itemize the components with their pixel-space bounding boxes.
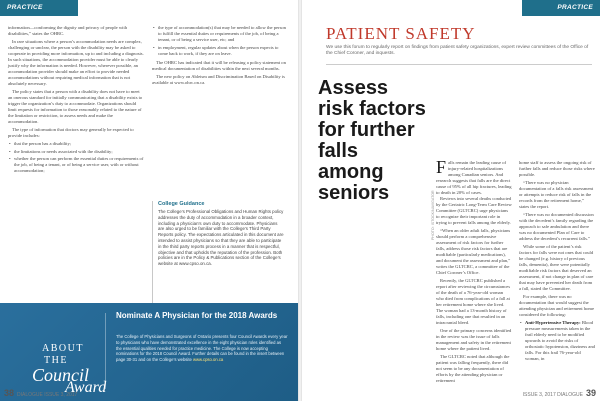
paragraph: The type of information that doctors may generally be expected to provide includes: — [8, 127, 134, 138]
list-item: • in employment, regular updates about when the person expects to come back to work, if they are on leave. — [158, 45, 288, 57]
section-description: We use this forum to regularly report on findings from patient safety organizations, expert review committees of the Office of the Chief Coroner, and inquests. — [326, 45, 589, 56]
accommodation-list — [152, 25, 288, 57]
paragraph: The OHRC has indicated that it will be releasing a policy statement on medical documentation of disabilities within the next several months. — [152, 59, 286, 71]
left-page — [0, 0, 299, 401]
publication-line: DIALOGUE ISSUE 3, 2017 — [17, 392, 78, 398]
folio-left — [4, 388, 77, 398]
list-item: • the type of accommodation(s) that may be needed to allow the person to fulfill the essential duties or requirements of the job, of being a tenant, or of being a service user, etc; and — [158, 25, 288, 43]
page-spine — [298, 0, 302, 401]
folio-right — [523, 388, 596, 398]
award-text — [116, 334, 288, 363]
paragraph — [436, 157, 512, 196]
paragraph: Reviews into several deaths conducted by the Geriatric Long-Term Care Review Committee (GLTCRC) urge physicians to recognize their important role in trying to prevent falls among the elderly. — [436, 196, 512, 225]
section-tab-right: PRACTICE PARTNER — [522, 0, 600, 16]
sidebar-text: The College’s Professional Obligations and Human Rights policy addresses the duty of accommodation in a broader context, including a physician’s own duty to accommodate. Physicians are also urged to be familiar with the College’s Third Party Reports policy. The expectations articulated in this document are intended to assist physicians so that they are able to participate in the third party reports process in a manner that is respectful, objective and that upholds the reputation of the profession. Both policies are in the Policy & Publications section of the College’s website at www.cpso.on.ca. — [158, 209, 284, 267]
sidebar-title: College Guidance — [158, 201, 205, 207]
paragraph: Recently, the GLTCRC published a report after reviewing the circumstances of the death of a 76-year-old woman who died from complications of a fall at her retirement home where she lived. The woman had a 13-month history of falls, including one that resulted in an intracranial bleed. — [436, 278, 510, 325]
paragraph: In rare situations where a person’s accommodation needs are complex, challenging or unclear, the person with the disability may be asked to cooperate in providing more information, up to and including a diagnosis. In such situations, the accommodation provider must be able to clearly justify why the information is needed. However, wherever possible, an accommodation provider should make an effort to provide needed accommodations without requiring medical information that is not absolutely necessary. — [8, 39, 144, 86]
right-column-1 — [436, 157, 512, 198]
paragraph: information—conforming the dignity and privacy of people with disabilities,” states the OHRC. — [8, 25, 128, 36]
photo-credit: PHOTO: ISTOCK/NAVIGATOR — [431, 190, 435, 240]
lead-text: alls remain the leading cause of injury-related hospitalizations among Canadian seniors. And research suggests that falls are the direct cause of 95% of all hip fractures, leading to death in 20% of cases. — [436, 160, 512, 195]
paragraph: “When an older adult falls, physicians should perform a comprehensive assessment of risk factors for further falls, address those risk factors that are modifiable (particularly medications), and document the assessment and plan,” writes the GLTCRC, a committee of the Chief Coroner’s Office. — [436, 228, 511, 275]
logo-about: ABOUT — [42, 343, 84, 354]
list-item: • the limitations or needs associated with the disability; — [14, 149, 144, 155]
section-title: PATIENT SAFETY — [326, 24, 476, 43]
paragraph: The GLTCRC noted that although the patient was falling frequently, there did not seem to be any documentation of efforts by the attending physician or retirement — [436, 354, 510, 383]
left-column-1 — [8, 25, 144, 176]
bullet-text: Blood pressure measurements taken in the frail elderly need to be modified upwards to avoid the risks of orthostatic hypotension, dizziness and falls. For this frail 76-year-old woman, in — [525, 320, 595, 361]
award-link[interactable]: www.cpso.on.ca — [193, 357, 224, 363]
drop-cap: F — [436, 157, 447, 177]
right-column-main — [436, 196, 512, 386]
paragraph: While some of the patient’s risk factors for falls were not ones that could be changed (e.g. history of previous falls, dementia), there were potentially modifiable risk factors that deserved an assessment, if not change in plan of care that may have prevented her death from a fall, stated the Committee. — [519, 244, 594, 291]
section-tab-left: PRACTICE PARTNER — [0, 0, 78, 16]
page-number: 39 — [585, 388, 596, 398]
patient-safety-header — [326, 24, 596, 57]
right-column-2 — [519, 160, 595, 364]
council-award-banner — [0, 303, 299, 401]
list-item: • that the person has a disability; — [14, 141, 144, 147]
left-column-2 — [152, 25, 288, 88]
paragraph: For example, there was no documentation that would suggest the attending physician and retirement home considered the following: — [519, 294, 595, 317]
award-headline: Nominate A Physician for the 2018 Awards — [116, 311, 278, 320]
paragraph: One of the primary concerns identified in the review was the issue of falls management and safety in the retirement home where the patient lived. — [436, 328, 512, 351]
article-headline: Assess risk factors for further falls among seniors — [318, 77, 426, 204]
logo-council: Council — [32, 365, 89, 385]
paragraph: The policy states that a person with a disability does not have to meet an onerous standard for initially communicating that a disability exists to trigger the organization’s duty to accommodate. Organizations should limit requests for information to those reasonably related to the nature of the limitation or restriction, to assess needs and make the accommodation. — [8, 89, 143, 124]
bullet-lead: Anti-Hypertensive Therapy: — [525, 320, 581, 325]
paragraph: “There was no documented discussion with the decedent’s family regarding the approach to safe ambulation and there was no documented Plan of Care to address the decedent’s recurrent falls.” — [519, 212, 594, 241]
list-item — [525, 320, 595, 362]
doctor-info-list — [8, 141, 144, 174]
paragraph: home staff to assess the ongoing risk of further falls and reduce those risks where possible. — [519, 160, 595, 177]
risk-factor-list — [519, 320, 595, 362]
logo-the: THE — [44, 355, 68, 366]
list-item: • whether the person can perform the essential duties or requirements of the job, of being a tenant, or of being a service user, with or without accommodation; — [14, 156, 144, 174]
publication-line: ISSUE 3, 2017 DIALOGUE — [522, 392, 583, 398]
logo-award: Award — [65, 379, 107, 396]
paragraph: The new policy on Ableism and Discrimination Based on Disability is available at www.ohrc.on.ca. — [152, 73, 285, 85]
award-text-body: The College of Physicians and Surgeons of Ontario presents four Council Awards every year to physicians who have demonstrated excellence in the eight physician roles identified as the essential qualities needed for practice medicine. The College is now accepting nominations for the 2018 Council Award. Further details can be found in the insert between page 30-31 and on the College’s website — [116, 334, 288, 363]
college-guidance-sidebar — [152, 201, 284, 303]
header-divider — [326, 64, 592, 65]
paragraph: “There was no physician documentation of a falls risk assessment or attempts to reduce risk of falls in the records from the retirement home,” states the report. — [519, 180, 594, 209]
page-number: 38 — [4, 388, 15, 398]
